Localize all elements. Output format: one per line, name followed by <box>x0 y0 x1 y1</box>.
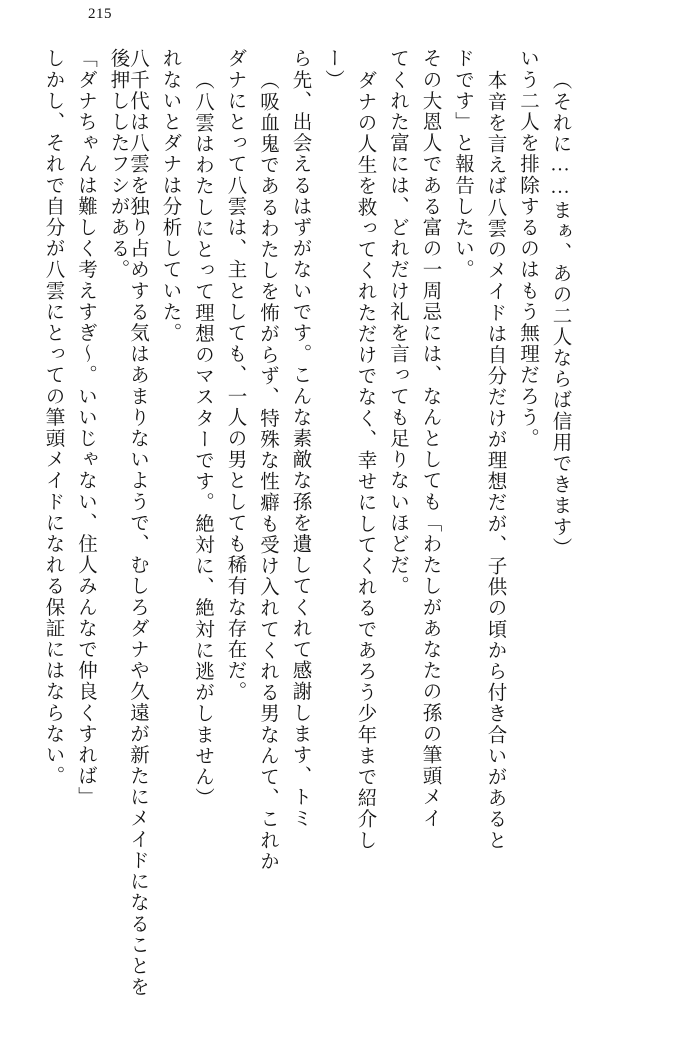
text-column: ダナの人生を救ってくれただけでなく、幸せにしてくれるであろう少年まで紹介し <box>354 70 376 851</box>
text-column: ら先、出会えるはずがないです。こんな素敵な孫を遺してくれて感謝します、トミ <box>289 48 311 829</box>
text-column: その大恩人である富の一周忌には、なんとしても「わたしがあなたの孫の筆頭メイ <box>419 48 441 829</box>
text-column: てくれた富には、どれだけ礼を言っても足りないほどだ。 <box>387 48 408 597</box>
text-column: しかし、それで自分が八雲にとっての筆頭メイドになれる保証にはならない。 <box>42 48 64 787</box>
text-column: ドです」と報告したい。 <box>452 48 473 281</box>
text-column: （吸血鬼であるわたしを怖がらず、特殊な性癖も受け入れてくれる男なんて、これか <box>257 70 278 872</box>
text-column: いう二人を排除するのはもう無理だろう。 <box>517 48 538 449</box>
text-column: 八千代は八雲を独り占めする気はあまりないようで、むしろダナや久遠が新たにメイドになることを後押ししたフシがある。 <box>107 48 148 998</box>
text-column: 「ダナちゃんは難しく考えすぎ〜。いいじゃない、住人みんなで仲良くすれば」 <box>75 48 96 808</box>
text-column: れないとダナは分析していた。 <box>159 48 181 344</box>
text-column: （八雲はわたしにとって理想のマスターです。絶対に、絶対に逃がしません） <box>192 70 213 809</box>
vertical-text-body <box>30 48 650 1008</box>
text-column: （それに……まぁ、あの二人ならば信用できます） <box>549 70 571 559</box>
page-number: 215 <box>88 6 112 22</box>
text-column: 本音を言えば八雲のメイドは自分だけが理想だが、子供の頃から付き合いがあると <box>484 70 506 851</box>
text-column: ダナにとって八雲は、主としても、一人の男としても稀有な存在だ。 <box>224 48 246 703</box>
text-column: ー） <box>322 48 343 91</box>
